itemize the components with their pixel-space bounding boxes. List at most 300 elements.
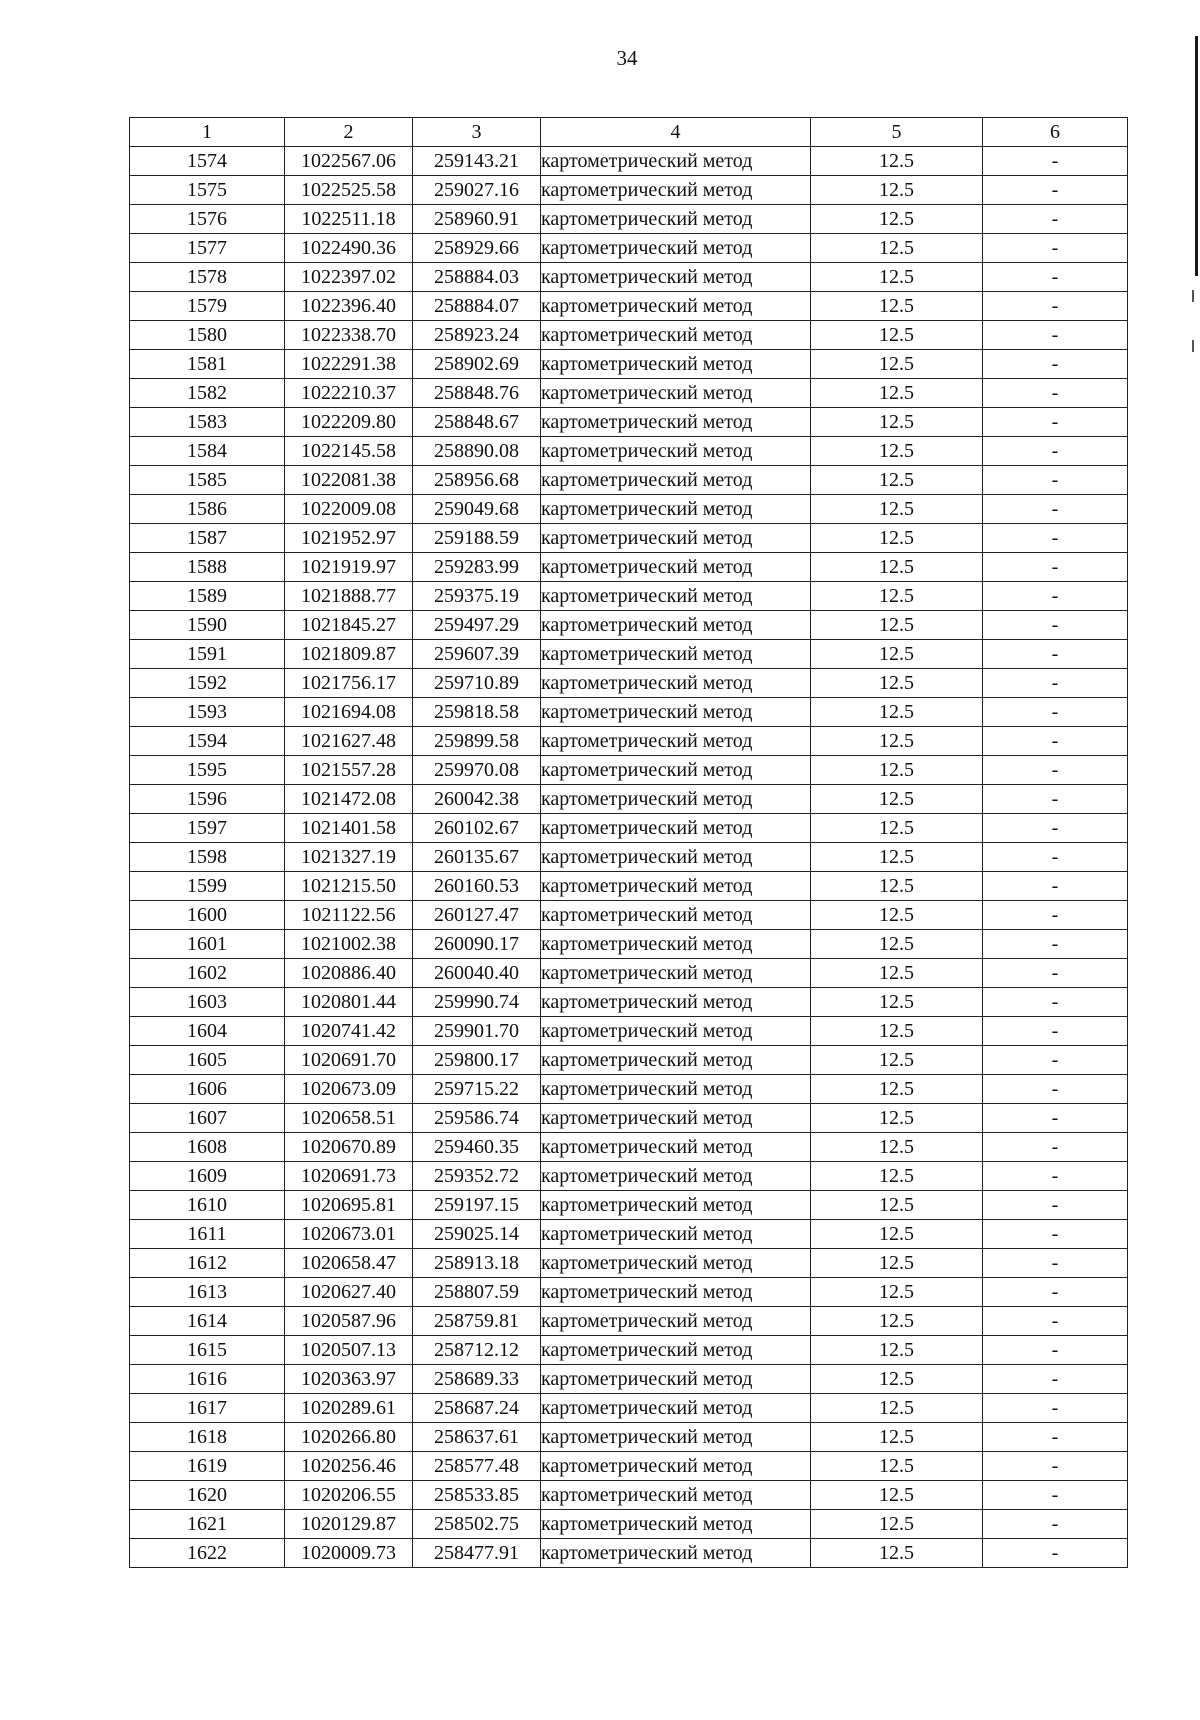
- x-coordinate-cell: 1020801.44: [285, 988, 413, 1017]
- table-row: [130, 582, 1128, 611]
- x-coordinate-cell: 1021756.17: [285, 669, 413, 698]
- table-row: [130, 756, 1128, 785]
- note-cell: -: [983, 263, 1128, 292]
- accuracy-cell: 12.5: [811, 756, 983, 785]
- table-row: [130, 495, 1128, 524]
- accuracy-cell: 12.5: [811, 1539, 983, 1568]
- x-coordinate-cell: 1022567.06: [285, 147, 413, 176]
- method-cell: картометрический метод: [541, 698, 811, 727]
- point-number-cell: 1594: [130, 727, 285, 756]
- accuracy-cell: 12.5: [811, 321, 983, 350]
- method-cell: картометрический метод: [541, 147, 811, 176]
- x-coordinate-cell: 1022081.38: [285, 466, 413, 495]
- method-cell: картометрический метод: [541, 727, 811, 756]
- y-coordinate-cell: 259586.74: [413, 1104, 541, 1133]
- point-number-cell: 1608: [130, 1133, 285, 1162]
- x-coordinate-cell: 1020741.42: [285, 1017, 413, 1046]
- method-cell: картометрический метод: [541, 1075, 811, 1104]
- point-number-cell: 1577: [130, 234, 285, 263]
- note-cell: -: [983, 234, 1128, 263]
- y-coordinate-cell: 258477.91: [413, 1539, 541, 1568]
- table-row: [130, 263, 1128, 292]
- note-cell: -: [983, 1249, 1128, 1278]
- method-cell: картометрический метод: [541, 205, 811, 234]
- x-coordinate-cell: 1021888.77: [285, 582, 413, 611]
- y-coordinate-cell: 259497.29: [413, 611, 541, 640]
- column-header: 5: [811, 118, 983, 147]
- point-number-cell: 1590: [130, 611, 285, 640]
- point-number-cell: 1622: [130, 1539, 285, 1568]
- x-coordinate-cell: 1020691.70: [285, 1046, 413, 1075]
- table-row: [130, 1046, 1128, 1075]
- x-coordinate-cell: 1020363.97: [285, 1365, 413, 1394]
- x-coordinate-cell: 1021215.50: [285, 872, 413, 901]
- y-coordinate-cell: 258848.76: [413, 379, 541, 408]
- y-coordinate-cell: 259375.19: [413, 582, 541, 611]
- note-cell: -: [983, 1017, 1128, 1046]
- method-cell: картометрический метод: [541, 1423, 811, 1452]
- note-cell: -: [983, 785, 1128, 814]
- note-cell: -: [983, 1278, 1128, 1307]
- method-cell: картометрический метод: [541, 408, 811, 437]
- accuracy-cell: 12.5: [811, 1278, 983, 1307]
- point-number-cell: 1605: [130, 1046, 285, 1075]
- x-coordinate-cell: 1022209.80: [285, 408, 413, 437]
- accuracy-cell: 12.5: [811, 553, 983, 582]
- x-coordinate-cell: 1020658.51: [285, 1104, 413, 1133]
- point-number-cell: 1592: [130, 669, 285, 698]
- x-coordinate-cell: 1020658.47: [285, 1249, 413, 1278]
- note-cell: -: [983, 147, 1128, 176]
- table-row: [130, 1510, 1128, 1539]
- scan-edge-mark: [1192, 290, 1194, 302]
- point-number-cell: 1611: [130, 1220, 285, 1249]
- accuracy-cell: 12.5: [811, 814, 983, 843]
- x-coordinate-cell: 1020507.13: [285, 1336, 413, 1365]
- x-coordinate-cell: 1020627.40: [285, 1278, 413, 1307]
- accuracy-cell: 12.5: [811, 524, 983, 553]
- point-number-cell: 1610: [130, 1191, 285, 1220]
- method-cell: картометрический метод: [541, 1452, 811, 1481]
- x-coordinate-cell: 1022511.18: [285, 205, 413, 234]
- point-number-cell: 1617: [130, 1394, 285, 1423]
- y-coordinate-cell: 258884.03: [413, 263, 541, 292]
- method-cell: картометрический метод: [541, 756, 811, 785]
- table-row: [130, 437, 1128, 466]
- column-header: 6: [983, 118, 1128, 147]
- accuracy-cell: 12.5: [811, 669, 983, 698]
- y-coordinate-cell: 258689.33: [413, 1365, 541, 1394]
- x-coordinate-cell: 1022210.37: [285, 379, 413, 408]
- table-row: [130, 1162, 1128, 1191]
- x-coordinate-cell: 1022397.02: [285, 263, 413, 292]
- point-number-cell: 1602: [130, 959, 285, 988]
- method-cell: картометрический метод: [541, 843, 811, 872]
- y-coordinate-cell: 260135.67: [413, 843, 541, 872]
- note-cell: -: [983, 1075, 1128, 1104]
- note-cell: -: [983, 727, 1128, 756]
- note-cell: -: [983, 176, 1128, 205]
- table-row: [130, 408, 1128, 437]
- y-coordinate-cell: 259283.99: [413, 553, 541, 582]
- point-number-cell: 1591: [130, 640, 285, 669]
- point-number-cell: 1603: [130, 988, 285, 1017]
- table-row: [130, 350, 1128, 379]
- note-cell: -: [983, 524, 1128, 553]
- scan-edge-mark: [1192, 340, 1194, 352]
- accuracy-cell: 12.5: [811, 582, 983, 611]
- note-cell: -: [983, 814, 1128, 843]
- y-coordinate-cell: 259715.22: [413, 1075, 541, 1104]
- table-row: [130, 872, 1128, 901]
- accuracy-cell: 12.5: [811, 930, 983, 959]
- page-number: 34: [616, 46, 638, 70]
- table-row: [130, 1278, 1128, 1307]
- x-coordinate-cell: 1020289.61: [285, 1394, 413, 1423]
- point-number-cell: 1587: [130, 524, 285, 553]
- method-cell: картометрический метод: [541, 1220, 811, 1249]
- table-row: [130, 1133, 1128, 1162]
- note-cell: -: [983, 350, 1128, 379]
- y-coordinate-cell: 258956.68: [413, 466, 541, 495]
- y-coordinate-cell: 259970.08: [413, 756, 541, 785]
- y-coordinate-cell: 258637.61: [413, 1423, 541, 1452]
- y-coordinate-cell: 260040.40: [413, 959, 541, 988]
- method-cell: картометрический метод: [541, 1017, 811, 1046]
- accuracy-cell: 12.5: [811, 147, 983, 176]
- table-body: [130, 147, 1128, 1568]
- point-number-cell: 1612: [130, 1249, 285, 1278]
- table-row: [130, 901, 1128, 930]
- table-row: [130, 1017, 1128, 1046]
- method-cell: картометрический метод: [541, 524, 811, 553]
- note-cell: -: [983, 1510, 1128, 1539]
- accuracy-cell: 12.5: [811, 640, 983, 669]
- note-cell: -: [983, 1336, 1128, 1365]
- table-row: [130, 1307, 1128, 1336]
- note-cell: -: [983, 408, 1128, 437]
- y-coordinate-cell: 260042.38: [413, 785, 541, 814]
- point-number-cell: 1606: [130, 1075, 285, 1104]
- method-cell: картометрический метод: [541, 1278, 811, 1307]
- table-row: [130, 1365, 1128, 1394]
- accuracy-cell: 12.5: [811, 1133, 983, 1162]
- y-coordinate-cell: 258913.18: [413, 1249, 541, 1278]
- note-cell: -: [983, 582, 1128, 611]
- column-header: 4: [541, 118, 811, 147]
- point-number-cell: 1580: [130, 321, 285, 350]
- accuracy-cell: 12.5: [811, 1394, 983, 1423]
- method-cell: картометрический метод: [541, 872, 811, 901]
- x-coordinate-cell: 1020886.40: [285, 959, 413, 988]
- table-row: [130, 292, 1128, 321]
- x-coordinate-cell: 1022490.36: [285, 234, 413, 263]
- point-number-cell: 1614: [130, 1307, 285, 1336]
- accuracy-cell: 12.5: [811, 1452, 983, 1481]
- y-coordinate-cell: 259188.59: [413, 524, 541, 553]
- accuracy-cell: 12.5: [811, 785, 983, 814]
- y-coordinate-cell: 260160.53: [413, 872, 541, 901]
- table-row: [130, 205, 1128, 234]
- note-cell: -: [983, 1394, 1128, 1423]
- method-cell: картометрический метод: [541, 814, 811, 843]
- table-row: [130, 176, 1128, 205]
- x-coordinate-cell: 1022009.08: [285, 495, 413, 524]
- note-cell: -: [983, 495, 1128, 524]
- y-coordinate-cell: 260127.47: [413, 901, 541, 930]
- note-cell: -: [983, 669, 1128, 698]
- x-coordinate-cell: 1021694.08: [285, 698, 413, 727]
- note-cell: -: [983, 379, 1128, 408]
- y-coordinate-cell: 259027.16: [413, 176, 541, 205]
- y-coordinate-cell: 259025.14: [413, 1220, 541, 1249]
- point-number-cell: 1593: [130, 698, 285, 727]
- y-coordinate-cell: 259143.21: [413, 147, 541, 176]
- note-cell: -: [983, 1191, 1128, 1220]
- method-cell: картометрический метод: [541, 988, 811, 1017]
- accuracy-cell: 12.5: [811, 872, 983, 901]
- column-header: 3: [413, 118, 541, 147]
- point-number-cell: 1613: [130, 1278, 285, 1307]
- scan-edge-line: [1195, 36, 1198, 276]
- table-row: [130, 321, 1128, 350]
- x-coordinate-cell: 1021327.19: [285, 843, 413, 872]
- point-number-cell: 1584: [130, 437, 285, 466]
- table-row: [130, 611, 1128, 640]
- note-cell: -: [983, 1307, 1128, 1336]
- method-cell: картометрический метод: [541, 350, 811, 379]
- point-number-cell: 1579: [130, 292, 285, 321]
- point-number-cell: 1586: [130, 495, 285, 524]
- table-row: [130, 1220, 1128, 1249]
- accuracy-cell: 12.5: [811, 611, 983, 640]
- x-coordinate-cell: 1020673.09: [285, 1075, 413, 1104]
- table-row: [130, 1539, 1128, 1568]
- point-number-cell: 1582: [130, 379, 285, 408]
- x-coordinate-cell: 1021952.97: [285, 524, 413, 553]
- method-cell: картометрический метод: [541, 234, 811, 263]
- x-coordinate-cell: 1021809.87: [285, 640, 413, 669]
- point-number-cell: 1588: [130, 553, 285, 582]
- method-cell: картометрический метод: [541, 959, 811, 988]
- note-cell: -: [983, 959, 1128, 988]
- method-cell: картометрический метод: [541, 321, 811, 350]
- y-coordinate-cell: 259049.68: [413, 495, 541, 524]
- point-number-cell: 1599: [130, 872, 285, 901]
- y-coordinate-cell: 258577.48: [413, 1452, 541, 1481]
- point-number-cell: 1600: [130, 901, 285, 930]
- note-cell: -: [983, 1162, 1128, 1191]
- method-cell: картометрический метод: [541, 1191, 811, 1220]
- note-cell: -: [983, 1539, 1128, 1568]
- method-cell: картометрический метод: [541, 1365, 811, 1394]
- x-coordinate-cell: 1020009.73: [285, 1539, 413, 1568]
- method-cell: картометрический метод: [541, 669, 811, 698]
- x-coordinate-cell: 1020266.80: [285, 1423, 413, 1452]
- accuracy-cell: 12.5: [811, 1423, 983, 1452]
- note-cell: -: [983, 698, 1128, 727]
- table-row: [130, 234, 1128, 263]
- point-number-cell: 1575: [130, 176, 285, 205]
- table-row: [130, 785, 1128, 814]
- accuracy-cell: 12.5: [811, 1365, 983, 1394]
- table-row: [130, 640, 1128, 669]
- accuracy-cell: 12.5: [811, 1075, 983, 1104]
- y-coordinate-cell: 258533.85: [413, 1481, 541, 1510]
- method-cell: картометрический метод: [541, 611, 811, 640]
- column-header: 2: [285, 118, 413, 147]
- note-cell: -: [983, 466, 1128, 495]
- table-row: [130, 1104, 1128, 1133]
- method-cell: картометрический метод: [541, 1336, 811, 1365]
- accuracy-cell: 12.5: [811, 1162, 983, 1191]
- accuracy-cell: 12.5: [811, 988, 983, 1017]
- y-coordinate-cell: 259899.58: [413, 727, 541, 756]
- accuracy-cell: 12.5: [811, 234, 983, 263]
- note-cell: -: [983, 640, 1128, 669]
- method-cell: картометрический метод: [541, 640, 811, 669]
- accuracy-cell: 12.5: [811, 176, 983, 205]
- point-number-cell: 1604: [130, 1017, 285, 1046]
- method-cell: картометрический метод: [541, 495, 811, 524]
- table-row: [130, 843, 1128, 872]
- table-row: [130, 698, 1128, 727]
- note-cell: -: [983, 1133, 1128, 1162]
- method-cell: картометрический метод: [541, 1046, 811, 1075]
- x-coordinate-cell: 1022291.38: [285, 350, 413, 379]
- method-cell: картометрический метод: [541, 1510, 811, 1539]
- method-cell: картометрический метод: [541, 1307, 811, 1336]
- accuracy-cell: 12.5: [811, 408, 983, 437]
- y-coordinate-cell: 258502.75: [413, 1510, 541, 1539]
- y-coordinate-cell: 260090.17: [413, 930, 541, 959]
- note-cell: -: [983, 872, 1128, 901]
- accuracy-cell: 12.5: [811, 437, 983, 466]
- point-number-cell: 1581: [130, 350, 285, 379]
- y-coordinate-cell: 260102.67: [413, 814, 541, 843]
- note-cell: -: [983, 843, 1128, 872]
- method-cell: картометрический метод: [541, 553, 811, 582]
- point-number-cell: 1589: [130, 582, 285, 611]
- point-number-cell: 1616: [130, 1365, 285, 1394]
- table-row: [130, 1249, 1128, 1278]
- accuracy-cell: 12.5: [811, 1220, 983, 1249]
- method-cell: картометрический метод: [541, 437, 811, 466]
- note-cell: -: [983, 988, 1128, 1017]
- accuracy-cell: 12.5: [811, 698, 983, 727]
- method-cell: картометрический метод: [541, 176, 811, 205]
- accuracy-cell: 12.5: [811, 901, 983, 930]
- y-coordinate-cell: 258902.69: [413, 350, 541, 379]
- y-coordinate-cell: 258960.91: [413, 205, 541, 234]
- point-number-cell: 1596: [130, 785, 285, 814]
- point-number-cell: 1621: [130, 1510, 285, 1539]
- y-coordinate-cell: 259710.89: [413, 669, 541, 698]
- note-cell: -: [983, 930, 1128, 959]
- method-cell: картометрический метод: [541, 1394, 811, 1423]
- y-coordinate-cell: 258884.07: [413, 292, 541, 321]
- method-cell: картометрический метод: [541, 1104, 811, 1133]
- accuracy-cell: 12.5: [811, 959, 983, 988]
- y-coordinate-cell: 259460.35: [413, 1133, 541, 1162]
- y-coordinate-cell: 258712.12: [413, 1336, 541, 1365]
- x-coordinate-cell: 1020256.46: [285, 1452, 413, 1481]
- method-cell: картометрический метод: [541, 1539, 811, 1568]
- y-coordinate-cell: 258890.08: [413, 437, 541, 466]
- table-row: [130, 524, 1128, 553]
- table-header-row: [130, 118, 1128, 147]
- point-number-cell: 1618: [130, 1423, 285, 1452]
- note-cell: -: [983, 1046, 1128, 1075]
- table-row: [130, 1423, 1128, 1452]
- note-cell: -: [983, 1452, 1128, 1481]
- y-coordinate-cell: 259352.72: [413, 1162, 541, 1191]
- method-cell: картометрический метод: [541, 785, 811, 814]
- x-coordinate-cell: 1020673.01: [285, 1220, 413, 1249]
- point-number-cell: 1601: [130, 930, 285, 959]
- accuracy-cell: 12.5: [811, 1510, 983, 1539]
- accuracy-cell: 12.5: [811, 350, 983, 379]
- y-coordinate-cell: 258687.24: [413, 1394, 541, 1423]
- note-cell: -: [983, 611, 1128, 640]
- point-number-cell: 1578: [130, 263, 285, 292]
- accuracy-cell: 12.5: [811, 205, 983, 234]
- method-cell: картометрический метод: [541, 379, 811, 408]
- table-row: [130, 669, 1128, 698]
- note-cell: -: [983, 1365, 1128, 1394]
- x-coordinate-cell: 1020206.55: [285, 1481, 413, 1510]
- point-number-cell: 1583: [130, 408, 285, 437]
- point-number-cell: 1574: [130, 147, 285, 176]
- method-cell: картометрический метод: [541, 1133, 811, 1162]
- x-coordinate-cell: 1020587.96: [285, 1307, 413, 1336]
- point-number-cell: 1585: [130, 466, 285, 495]
- coordinates-table: [129, 117, 1128, 1568]
- note-cell: -: [983, 1220, 1128, 1249]
- table-row: [130, 959, 1128, 988]
- x-coordinate-cell: 1020670.89: [285, 1133, 413, 1162]
- y-coordinate-cell: 259197.15: [413, 1191, 541, 1220]
- accuracy-cell: 12.5: [811, 1046, 983, 1075]
- point-number-cell: 1597: [130, 814, 285, 843]
- accuracy-cell: 12.5: [811, 1307, 983, 1336]
- x-coordinate-cell: 1021919.97: [285, 553, 413, 582]
- note-cell: -: [983, 553, 1128, 582]
- point-number-cell: 1619: [130, 1452, 285, 1481]
- y-coordinate-cell: 259990.74: [413, 988, 541, 1017]
- table-row: [130, 814, 1128, 843]
- x-coordinate-cell: 1022338.70: [285, 321, 413, 350]
- accuracy-cell: 12.5: [811, 1104, 983, 1133]
- table-row: [130, 1394, 1128, 1423]
- y-coordinate-cell: 258759.81: [413, 1307, 541, 1336]
- accuracy-cell: 12.5: [811, 292, 983, 321]
- table-row: [130, 1191, 1128, 1220]
- x-coordinate-cell: 1022145.58: [285, 437, 413, 466]
- method-cell: картометрический метод: [541, 1162, 811, 1191]
- accuracy-cell: 12.5: [811, 379, 983, 408]
- table-row: [130, 147, 1128, 176]
- note-cell: -: [983, 292, 1128, 321]
- table-row: [130, 379, 1128, 408]
- y-coordinate-cell: 259607.39: [413, 640, 541, 669]
- accuracy-cell: 12.5: [811, 1191, 983, 1220]
- accuracy-cell: 12.5: [811, 263, 983, 292]
- accuracy-cell: 12.5: [811, 843, 983, 872]
- note-cell: -: [983, 1423, 1128, 1452]
- table-row: [130, 553, 1128, 582]
- note-cell: -: [983, 901, 1128, 930]
